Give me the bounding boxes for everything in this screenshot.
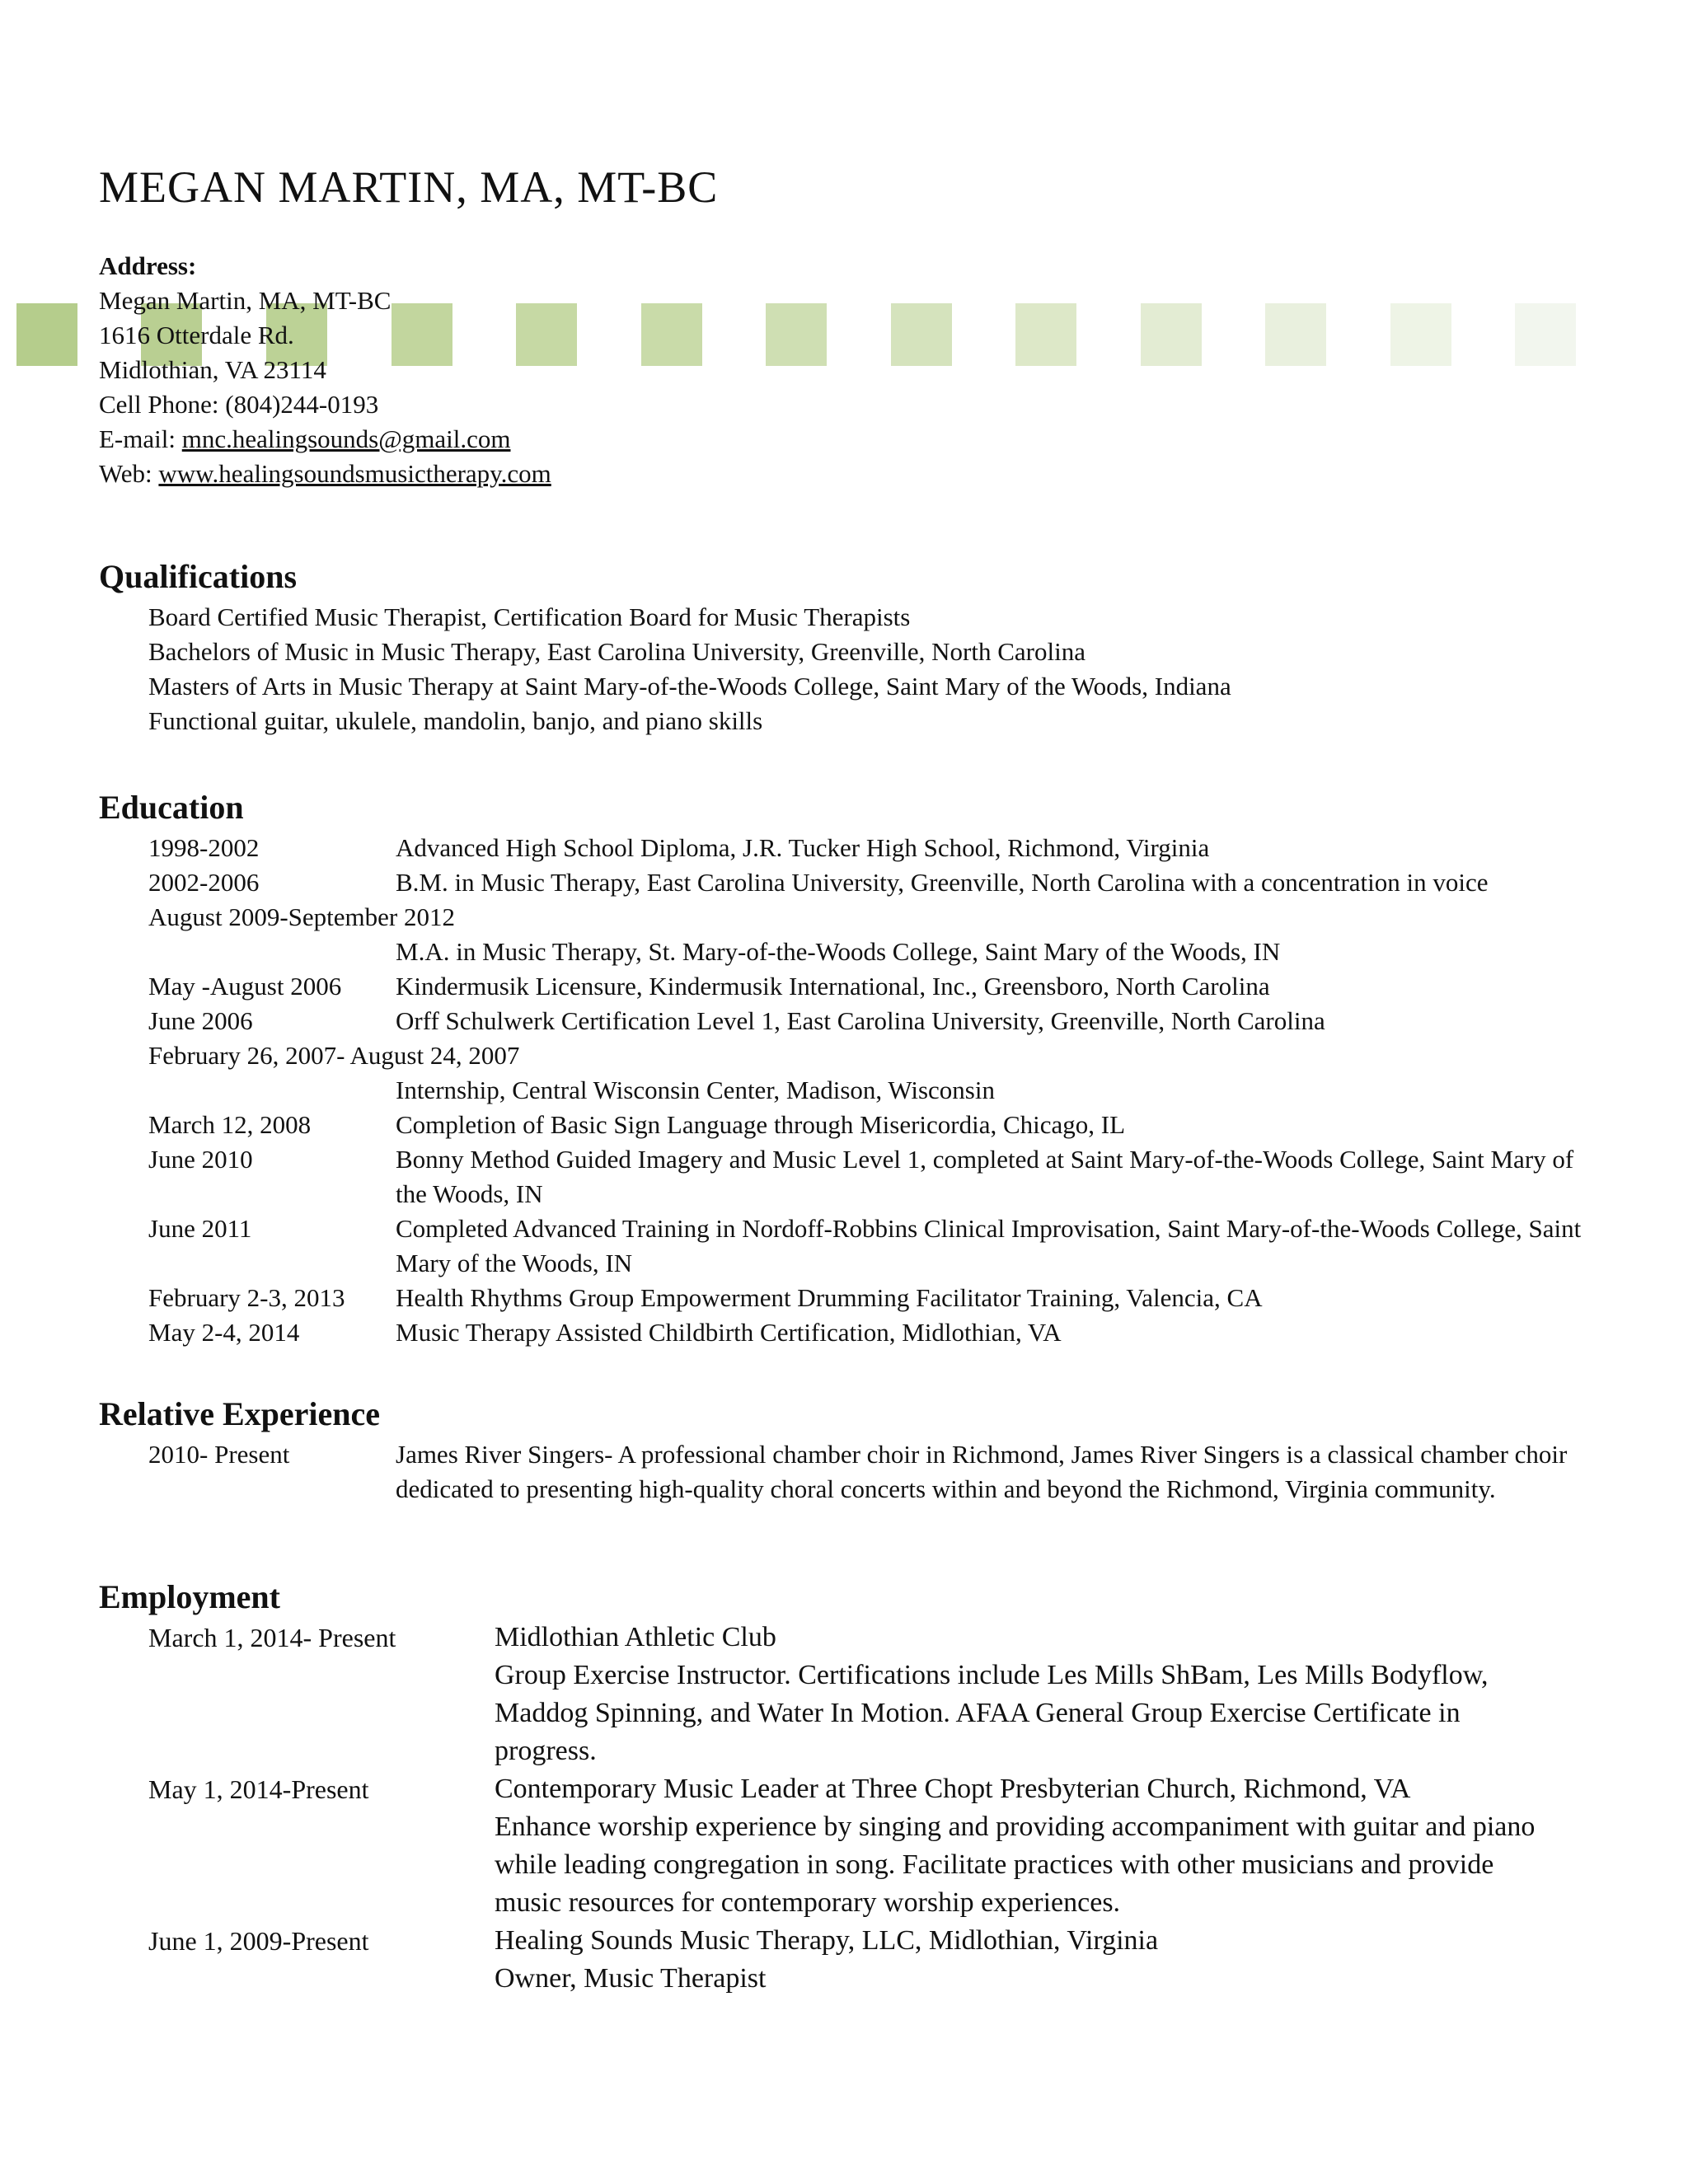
entry-text: Completion of Basic Sign Language through Misericordia, Chicago, IL — [396, 1110, 1126, 1139]
list-item: Functional guitar, ukulele, mandolin, banjo, and piano skills — [148, 706, 763, 735]
entry-date: 2002-2006 — [148, 868, 260, 897]
entry-date: 2010- Present — [148, 1440, 290, 1469]
qualifications-list — [148, 600, 1231, 738]
email-link[interactable]: mnc.healingsounds@gmail.com — [181, 424, 511, 453]
phone: Cell Phone: (804)244-0193 — [99, 390, 379, 419]
entry-text: Internship, Central Wisconsin Center, Madison, Wisconsin — [396, 1076, 995, 1104]
entry-text: Health Rhythms Group Empowerment Drumming Facilitator Training, Valencia, CA — [396, 1283, 1263, 1312]
entry-date: August 2009-September 2012 — [148, 902, 455, 931]
entry-text: James River Singers- A professional chamber choir in Richmond, James River Singers is a classical chamber choir dedicated to presenting high-quality choral concerts within and beyond the Richmond, Virginia community. — [396, 1440, 1568, 1503]
entry-text: B.M. in Music Therapy, East Carolina University, Greenville, North Carolina with a concentration in voice — [396, 868, 1489, 897]
entry-body — [495, 1922, 1566, 1998]
entry-date: 1998-2002 — [148, 833, 260, 862]
decorative-square — [1390, 303, 1451, 366]
entry-date: February 26, 2007- August 24, 2007 — [148, 1041, 520, 1070]
decorative-square — [766, 303, 827, 366]
entry-date: March 1, 2014- Present — [148, 1623, 396, 1652]
address-line: 1616 Otterdale Rd. — [99, 321, 294, 349]
section-title-education: Education — [99, 789, 244, 826]
entry-text: Owner, Music Therapist — [495, 1963, 767, 1994]
entry-text: Enhance worship experience by singing and providing accompaniment with guitar and piano while leading congregation in song. Facilitate practices with other musicians and provide music resources for contemporary worship experiences. — [495, 1811, 1536, 1918]
entry-body — [495, 1770, 1566, 1922]
entry-date: May 1, 2014-Present — [148, 1774, 369, 1804]
entry-date: May -August 2006 — [148, 972, 342, 1001]
decorative-square — [16, 303, 77, 366]
entry-text: Orff Schulwerk Certification Level 1, East Carolina University, Greenville, North Carolina — [396, 1006, 1325, 1035]
entry-date: February 2-3, 2013 — [148, 1283, 345, 1312]
entry-heading: Contemporary Music Leader at Three Chopt Presbyterian Church, Richmond, VA — [495, 1774, 1411, 1804]
entry-text: Kindermusik Licensure, Kindermusik International, Inc., Greensboro, North Carolina — [396, 972, 1270, 1001]
section-title-experience: Relative Experience — [99, 1395, 380, 1432]
web-row — [99, 457, 551, 491]
entry-body — [495, 1619, 1566, 1770]
address-line: Megan Martin, MA, MT-BC — [99, 286, 392, 315]
decorative-square — [1141, 303, 1202, 366]
entry-text: Advanced High School Diploma, J.R. Tucker High School, Richmond, Virginia — [396, 833, 1210, 862]
list-item: Masters of Arts in Music Therapy at Saint Mary-of-the-Woods College, Saint Mary of the Woods, Indiana — [148, 672, 1231, 701]
entry-date: June 1, 2009-Present — [148, 1926, 369, 1956]
section-title-employment: Employment — [99, 1578, 280, 1615]
resume-name: MEGAN MARTIN, MA, MT-BC — [99, 162, 719, 212]
decorative-square — [1015, 303, 1076, 366]
email-row — [99, 422, 551, 457]
decorative-square — [641, 303, 702, 366]
entry-date: June 2010 — [148, 1145, 253, 1174]
entry-date: March 12, 2008 — [148, 1110, 312, 1139]
decorative-square — [1515, 303, 1576, 366]
entry-heading: Midlothian Athletic Club — [495, 1622, 776, 1652]
section-title-qualifications: Qualifications — [99, 558, 298, 595]
entry-heading: Healing Sounds Music Therapy, LLC, Midlothian, Virginia — [495, 1925, 1159, 1956]
entry-text: Group Exercise Instructor. Certifications include Les Mills ShBam, Les Mills Bodyflow, Maddog Spinning, and Water In Motion. AFAA General Group Exercise Certificate in progress. — [495, 1660, 1489, 1766]
entry-text: Music Therapy Assisted Childbirth Certification, Midlothian, VA — [396, 1318, 1062, 1347]
entry-text: Bonny Method Guided Imagery and Music Level 1, completed at Saint Mary-of-the-Woods College, Saint Mary of the Woods, IN — [396, 1145, 1574, 1208]
list-item: Bachelors of Music in Music Therapy, East Carolina University, Greenville, North Carolina — [148, 637, 1085, 666]
address-label: Address: — [99, 251, 197, 280]
web-label: Web: — [99, 459, 159, 488]
decorative-square — [891, 303, 952, 366]
web-link[interactable]: www.healingsoundsmusictherapy.com — [158, 459, 551, 488]
entry-date: June 2011 — [148, 1214, 252, 1243]
address-line: Midlothian, VA 23114 — [99, 355, 326, 384]
entry-text: Completed Advanced Training in Nordoff-Robbins Clinical Improvisation, Saint Mary-of-the-Woods College, Saint Mary of the Woods, IN — [396, 1214, 1582, 1277]
email-label: E-mail: — [99, 424, 182, 453]
entry-text: M.A. in Music Therapy, St. Mary-of-the-Woods College, Saint Mary of the Woods, IN — [396, 937, 1281, 966]
list-item: Board Certified Music Therapist, Certification Board for Music Therapists — [148, 602, 911, 631]
entry-date: May 2-4, 2014 — [148, 1318, 300, 1347]
entry-date: June 2006 — [148, 1006, 253, 1035]
decorative-square — [1265, 303, 1326, 366]
address-block — [99, 249, 551, 491]
